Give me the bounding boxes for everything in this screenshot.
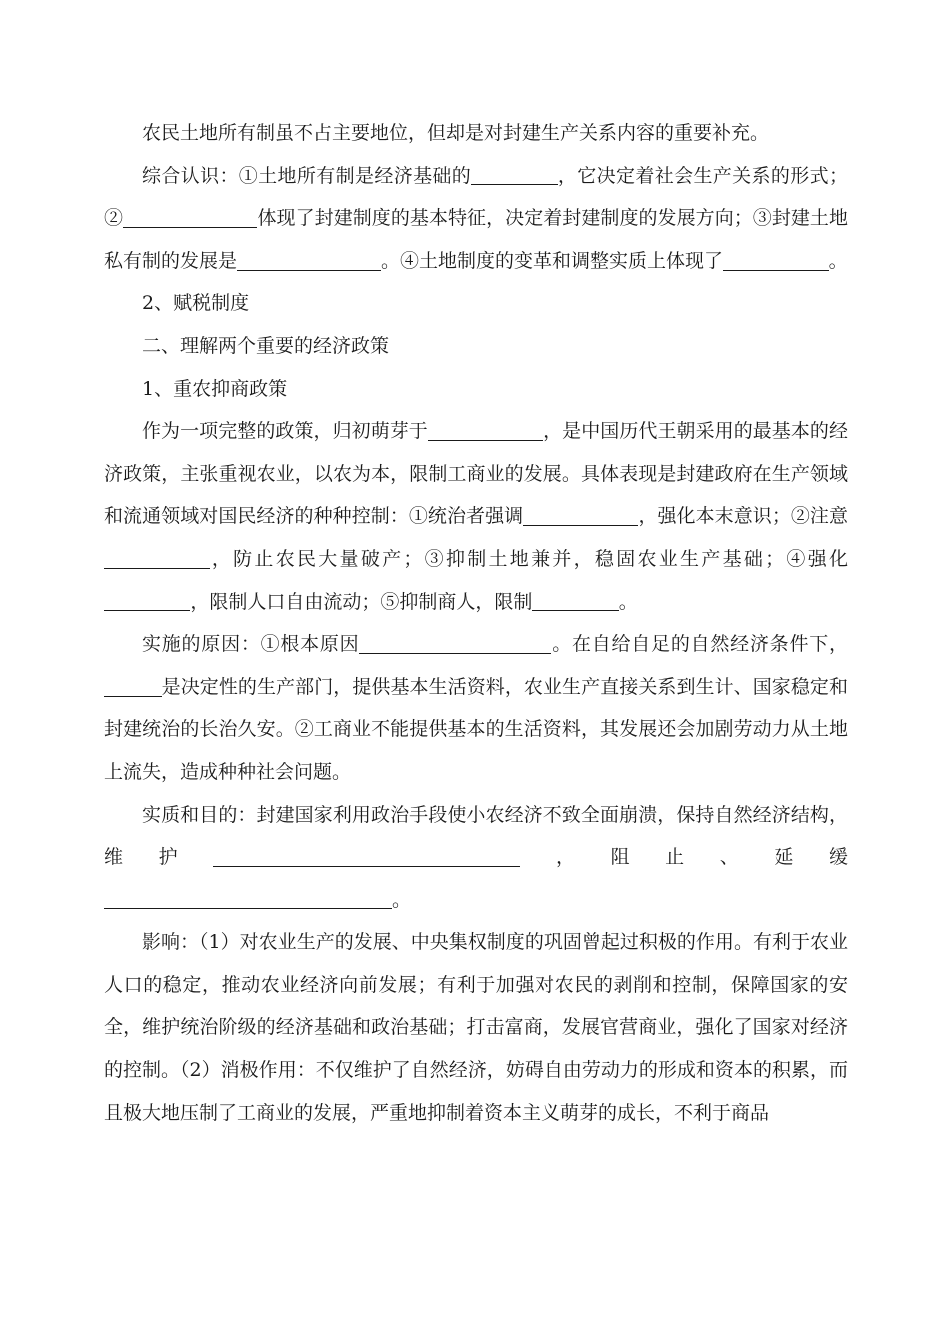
fill-blank[interactable] xyxy=(104,590,190,611)
paragraph-p2 xyxy=(104,155,848,283)
paragraph-text: 实施的原因：①根本原因 xyxy=(142,633,360,656)
paragraph-text: 二、理解两个重要的经济政策 xyxy=(142,334,390,357)
paragraph-p9 xyxy=(104,921,848,1134)
paragraph-p6 xyxy=(104,410,848,623)
paragraph-text: 农民土地所有制虽不占主要地位，但却是对封建生产关系内容的重要补充。 xyxy=(142,122,770,144)
paragraph-text: 。在自给自足的自然经济条件下， xyxy=(551,633,848,656)
fill-blank[interactable] xyxy=(104,889,392,910)
paragraph-text: ，防止农民大量破产；③抑制土地兼并，稳固农业生产基础；④强化 xyxy=(209,547,848,570)
paragraph-text: 实质和目的：封建国家利用政治手段使小农经济不致全面崩溃，保持自然经济结构，维护 xyxy=(104,803,848,869)
paragraph-p4 xyxy=(104,325,848,368)
fill-blank[interactable] xyxy=(123,207,257,228)
paragraph-p7 xyxy=(104,623,848,793)
fill-blank[interactable] xyxy=(471,164,557,185)
fill-blank[interactable] xyxy=(104,676,162,697)
paragraph-p8 xyxy=(104,794,848,922)
paragraph-text: ，是中国历代王朝采用的最基本的经济政策，主张重视农业，以农为本，限制工商业的发展。具体表现是封建政府在生产领域和流通领域对国民经济的种种控制：①统治者强调 xyxy=(104,420,848,528)
fill-blank[interactable] xyxy=(523,505,638,526)
paragraph-text: 。 xyxy=(828,249,848,272)
fill-blank[interactable] xyxy=(237,250,381,271)
paragraph-p5 xyxy=(104,368,848,411)
paragraph-text: 综合认识：①土地所有制是经济基础的 xyxy=(142,164,472,187)
fill-blank[interactable] xyxy=(428,420,543,441)
fill-blank[interactable] xyxy=(359,633,551,654)
paragraph-text: 影响：（1）对农业生产的发展、中央集权制度的巩固曾起过积极的作用。有利于农业人口的稳定，推动农业经济向前发展；有利于加强对农民的剥削和控制，保障国家的安全，维护统治阶级的经济基础和政治基础；打击富商，发展官营商业，强化了国家对经济的控制。（2）消极作用：不仅维护了自然经济，妨碍自由劳动力的形成和资本的积累，而且极大地压制了工商业的发展，严重地抑制着资本主义萌芽的成长，不利于商品 xyxy=(104,931,848,1124)
paragraph-text: ，强化本末意识；②注意 xyxy=(638,505,848,528)
paragraph-text: ，限制人口自由流动；⑤抑制商人，限制 xyxy=(190,590,533,613)
paragraph-text: 。④土地制度的变革和调整实质上体现了 xyxy=(381,249,724,272)
paragraph-p3 xyxy=(104,282,848,325)
fill-blank[interactable] xyxy=(532,590,618,611)
paragraph-text: 2、赋税制度 xyxy=(142,292,250,315)
paragraph-text: ，阻止、延缓 xyxy=(520,846,848,869)
paragraph-text: 作为一项完整的政策，归初萌芽于 xyxy=(142,420,428,443)
paragraph-text: 1、重农抑商政策 xyxy=(142,377,288,400)
paragraph-p1 xyxy=(104,112,848,155)
paragraph-text: 。 xyxy=(392,888,412,911)
paragraph-text: 。 xyxy=(618,590,638,613)
fill-blank[interactable] xyxy=(723,250,829,271)
paragraph-text: 体现了封建制度的基本特征，决定着封建制度的发展方向；③封建土地私有制的发展是 xyxy=(104,207,848,272)
fill-blank[interactable] xyxy=(213,846,520,867)
paragraph-text: 是决定性的生产部门，提供基本生活资料，农业生产直接关系到生计、国家稳定和封建统治的长治久安。②工商业不能提供基本的生活资料，其发展还会加剧劳动力从土地上流失，造成种种社会问题。 xyxy=(104,675,848,783)
paragraph-text: ，它决定着社会生产关系的形式；② xyxy=(104,164,848,230)
document-body xyxy=(104,112,848,1134)
fill-blank[interactable] xyxy=(104,548,210,569)
